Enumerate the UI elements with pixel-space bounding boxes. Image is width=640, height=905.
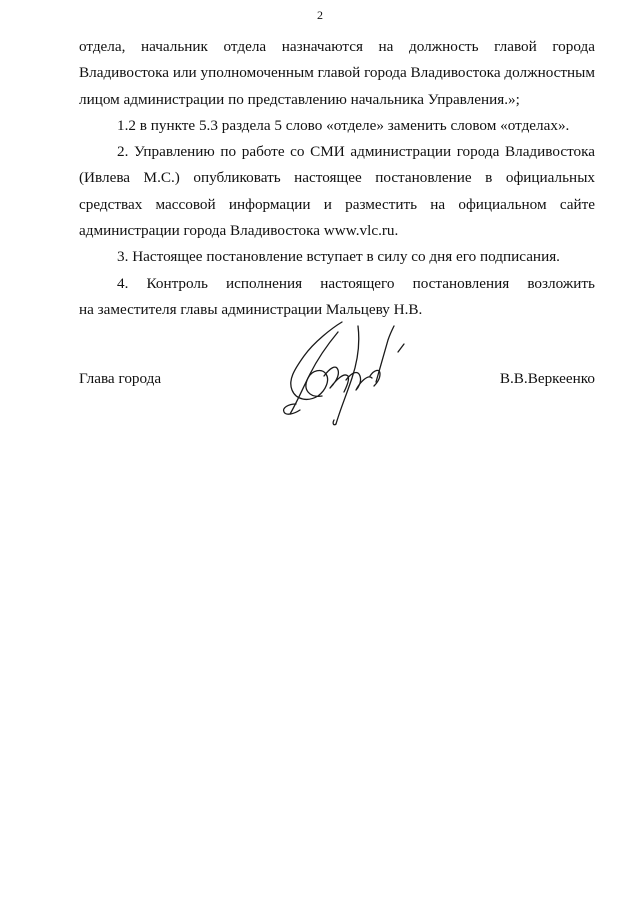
paragraph-1-2 xyxy=(79,113,595,139)
signatory-position: Глава города xyxy=(79,370,162,387)
handwritten-signature xyxy=(280,318,410,430)
text-line: Владивостока или уполномоченным главой города Владивостока должностным xyxy=(79,64,595,82)
text-line: 3. Настоящее постановление вступает в силу со дня его подписания. xyxy=(117,248,560,266)
text-line: 4. Контроль исполнения настоящего постановления возложить xyxy=(117,274,595,292)
text-line: лицом администрации по представлению начальника Управления.»; xyxy=(79,90,520,108)
text-line: отдела, начальник отдела назначаются на должность главой города xyxy=(79,38,595,55)
paragraph-3 xyxy=(79,244,595,270)
text-line: средствах массовой информации и разместить на официальном сайте xyxy=(79,195,595,213)
paragraph-2 xyxy=(79,139,595,244)
document-body xyxy=(79,34,595,323)
text-line: 2. Управлению по работе со СМИ администрации города Владивостока xyxy=(117,143,595,161)
text-line: администрации города Владивостока www.vlc.ru. xyxy=(79,222,399,240)
text-line: 1.2 в пункте 5.3 раздела 5 слово «отделе» заменить словом «отделах». xyxy=(117,116,570,134)
page-number: 2 xyxy=(317,8,323,22)
paragraph-continuation xyxy=(79,34,595,113)
paragraph-4 xyxy=(79,271,595,324)
text-line: (Ивлева М.С.) опубликовать настоящее постановление в официальных xyxy=(79,169,595,187)
signatory-name: В.В.Веркеенко xyxy=(499,370,595,387)
text-line: на заместителя главы администрации Мальцеву Н.В. xyxy=(79,300,423,318)
